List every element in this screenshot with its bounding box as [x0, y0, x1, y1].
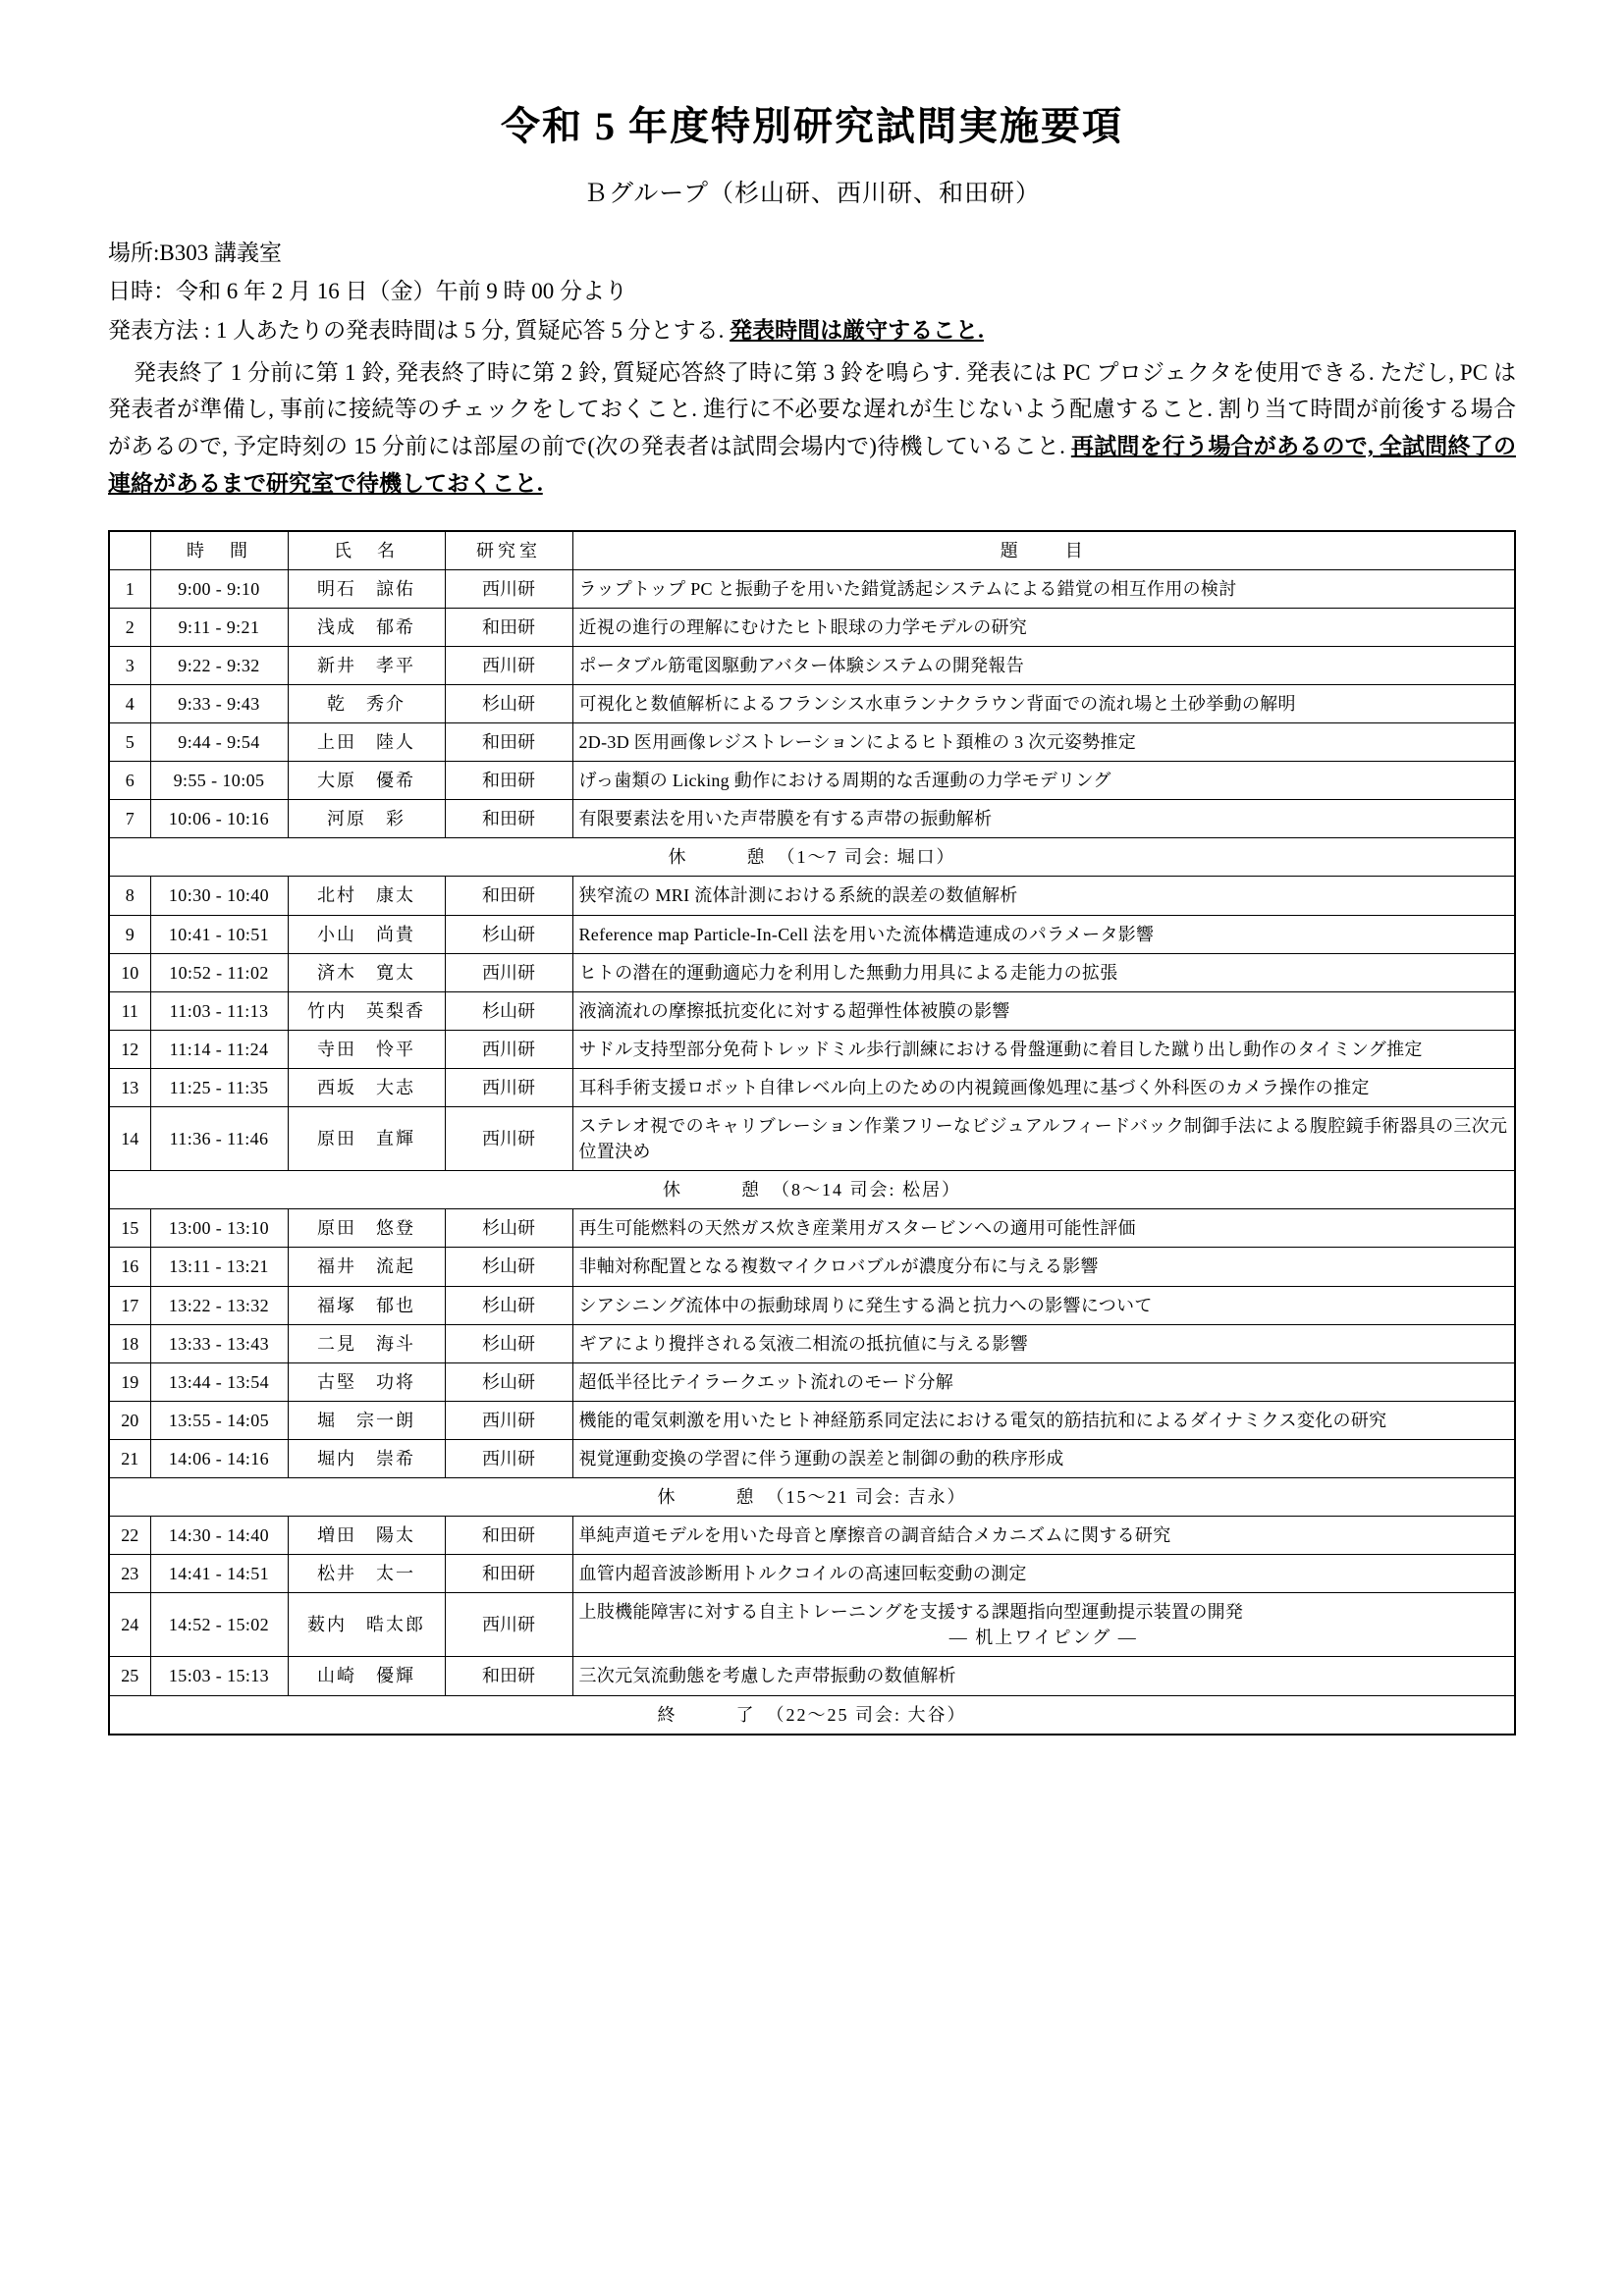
cell-presenter-name: 明石 諒佑	[288, 569, 445, 608]
cell-time: 11:25 - 11:35	[150, 1068, 288, 1106]
notice-text: 発表終了 1 分前に第 1 鈴, 発表終了時に第 2 鈴, 質疑応答終了時に第 3 鈴を鳴らす. 発表には PC プロジェクタを使用できる. ただし, PC は発表者が準備し, 事前に接続等のチェックをしておくこと. 進行に不必要な遅れが生じないよう配慮すること. 割り当て時間が前後する場合があるので, 予定時刻の 15 分前には部屋の前で(次の発表者は試問会場内で)待機していること.	[108, 359, 1516, 459]
cell-lab: 西川研	[445, 1107, 572, 1171]
cell-presentation-title	[572, 569, 1515, 608]
presentation-title-text: 有限要素法を用いた声帯膜を有する声帯の振動解析	[578, 809, 993, 829]
cell-no: 22	[109, 1517, 150, 1555]
method-label: 発表方法 : 1 人あたりの発表時間は 5 分, 質疑応答 5 分とする.	[108, 317, 725, 343]
cell-time: 13:22 - 13:32	[150, 1286, 288, 1324]
cell-no: 24	[109, 1593, 150, 1657]
table-row	[109, 1324, 1515, 1362]
cell-lab: 和田研	[445, 723, 572, 762]
page-title: 令和 5 年度特別研究試問実施要項	[501, 104, 1123, 148]
cell-presentation-title	[572, 608, 1515, 646]
header-row	[109, 531, 1515, 570]
table-row	[109, 1657, 1515, 1695]
header-title: 題 目	[572, 531, 1515, 570]
cell-no: 21	[109, 1439, 150, 1477]
cell-presenter-name: 古堅 功将	[288, 1362, 445, 1401]
cell-time: 10:06 - 10:16	[150, 800, 288, 838]
cell-presentation-title	[572, 1517, 1515, 1555]
cell-presentation-title	[572, 1362, 1515, 1401]
cell-presenter-name: 福塚 郁也	[288, 1286, 445, 1324]
cell-presenter-name: 増田 陽太	[288, 1517, 445, 1555]
place-line: 場所:B303 講義室	[108, 240, 282, 265]
cell-presenter-name: 河原 彩	[288, 800, 445, 838]
cell-no: 4	[109, 685, 150, 723]
cell-presentation-title	[572, 646, 1515, 684]
cell-no: 20	[109, 1401, 150, 1439]
cell-time: 10:30 - 10:40	[150, 877, 288, 915]
cell-lab: 和田研	[445, 1555, 572, 1593]
presentation-title-text: 近視の進行の理解にむけたヒト眼球の力学モデルの研究	[578, 616, 1028, 637]
presentation-title-text: 機能的電気刺激を用いたヒト神経筋系同定法における電気的筋拮抗和によるダイナミクス変化の研究	[578, 1410, 1387, 1430]
cell-time: 13:00 - 13:10	[150, 1209, 288, 1248]
meta-block	[108, 235, 1516, 348]
group-subtitle: Ｂグループ（杉山研、西川研、和田研）	[582, 181, 1041, 207]
presentation-title-text: 狭窄流の MRI 流体計測における系統的誤差の数値解析	[578, 885, 1018, 906]
break-label: 終 了 （22〜25 司会: 大谷）	[109, 1695, 1515, 1735]
table-row	[109, 762, 1515, 800]
table-row	[109, 1401, 1515, 1439]
cell-no: 13	[109, 1068, 150, 1106]
cell-presentation-title	[572, 723, 1515, 762]
cell-lab: 杉山研	[445, 915, 572, 953]
cell-presenter-name: 二見 海斗	[288, 1324, 445, 1362]
schedule-table	[108, 530, 1516, 1735]
cell-presentation-title	[572, 877, 1515, 915]
cell-no: 9	[109, 915, 150, 953]
table-row	[109, 915, 1515, 953]
cell-presentation-title	[572, 1107, 1515, 1171]
cell-presenter-name: 薮内 晧太郎	[288, 1593, 445, 1657]
break-label: 休 憩 （8〜14 司会: 松居）	[109, 1171, 1515, 1209]
notice-paragraph	[108, 354, 1516, 503]
cell-presenter-name: 浅成 郁希	[288, 608, 445, 646]
cell-presentation-title	[572, 800, 1515, 838]
presentation-title-text: げっ歯類の Licking 動作における周期的な舌運動の力学モデリング	[578, 771, 1111, 791]
cell-no: 19	[109, 1362, 150, 1401]
presentation-title-text: シアシニング流体中の振動球周りに発生する渦と抗力への影響について	[578, 1295, 1153, 1315]
presentation-title-text: ステレオ視でのキャリブレーション作業フリーなビジュアルフィードバック制御手法による腹腔鏡手術器具の三次元位置決め	[578, 1116, 1508, 1162]
cell-no: 5	[109, 723, 150, 762]
cell-presenter-name: 松井 太一	[288, 1555, 445, 1593]
table-row	[109, 1439, 1515, 1477]
table-row	[109, 608, 1515, 646]
header-lab: 研究室	[445, 531, 572, 570]
cell-lab: 西川研	[445, 646, 572, 684]
cell-presentation-title	[572, 1555, 1515, 1593]
cell-lab: 西川研	[445, 953, 572, 991]
presentation-title-text: 視覚運動変換の学習に伴う運動の誤差と制御の動的秩序形成	[578, 1448, 1064, 1468]
cell-time: 11:36 - 11:46	[150, 1107, 288, 1171]
presentation-title-text: 耳科手術支援ロボット自律レベル向上のための内視鏡画像処理に基づく外科医のカメラ操作の推定	[578, 1077, 1370, 1097]
table-header	[109, 531, 1515, 570]
cell-lab: 杉山研	[445, 1286, 572, 1324]
cell-presenter-name: 小山 尚貴	[288, 915, 445, 953]
cell-lab: 西川研	[445, 1439, 572, 1477]
cell-lab: 杉山研	[445, 991, 572, 1030]
presentation-title-text: ポータブル筋電図駆動アバター体験システムの開発報告	[578, 655, 1025, 675]
cell-lab: 杉山研	[445, 1324, 572, 1362]
cell-presenter-name: 西坂 大志	[288, 1068, 445, 1106]
cell-no: 11	[109, 991, 150, 1030]
cell-lab: 杉山研	[445, 1362, 572, 1401]
cell-presentation-title	[572, 1657, 1515, 1695]
table-row	[109, 1068, 1515, 1106]
cell-no: 7	[109, 800, 150, 838]
table-row	[109, 1555, 1515, 1593]
presentation-title-text: 非軸対称配置となる複数マイクロバブルが濃度分布に与える影響	[578, 1256, 1099, 1277]
presentation-title-text: 2D-3D 医用画像レジストレーションによるヒト頚椎の 3 次元姿勢推定	[578, 732, 1137, 753]
cell-presentation-title	[572, 1324, 1515, 1362]
cell-no: 17	[109, 1286, 150, 1324]
cell-presenter-name: 北村 康太	[288, 877, 445, 915]
table-row	[109, 1030, 1515, 1068]
cell-no: 6	[109, 762, 150, 800]
cell-time: 11:03 - 11:13	[150, 991, 288, 1030]
cell-presentation-title	[572, 1068, 1515, 1106]
table-row	[109, 1517, 1515, 1555]
cell-presentation-title	[572, 991, 1515, 1030]
cell-presentation-title	[572, 1439, 1515, 1477]
table-row	[109, 685, 1515, 723]
cell-presenter-name: 原田 直輝	[288, 1107, 445, 1171]
presentation-title-text: 単純声道モデルを用いた母音と摩擦音の調音結合メカニズムに関する研究	[578, 1525, 1171, 1546]
method-emphasis: 発表時間は厳守すること.	[730, 317, 984, 343]
cell-time: 9:22 - 9:32	[150, 646, 288, 684]
cell-no: 10	[109, 953, 150, 991]
presentation-title-text: Reference map Particle-In-Cell 法を用いた流体構造連成のパラメータ影響	[578, 924, 1155, 944]
break-row	[109, 1695, 1515, 1735]
cell-no: 2	[109, 608, 150, 646]
cell-presentation-title	[572, 762, 1515, 800]
presentation-title-text: ギアにより攪拌される気液二相流の抵抗値に与える影響	[578, 1333, 1028, 1354]
cell-time: 9:11 - 9:21	[150, 608, 288, 646]
cell-presenter-name: 乾 秀介	[288, 685, 445, 723]
table-row	[109, 877, 1515, 915]
cell-presentation-title	[572, 1030, 1515, 1068]
cell-presentation-title	[572, 1401, 1515, 1439]
cell-time: 13:44 - 13:54	[150, 1362, 288, 1401]
header-name: 氏 名	[288, 531, 445, 570]
cell-time: 13:55 - 14:05	[150, 1401, 288, 1439]
table-row	[109, 569, 1515, 608]
cell-presentation-title	[572, 1209, 1515, 1248]
presentation-title-text: 上肢機能障害に対する自主トレーニングを支援する課題指向型運動提示装置の開発	[578, 1602, 1244, 1623]
cell-lab: 和田研	[445, 877, 572, 915]
presentation-title-text: 超低半径比テイラークエット流れのモード分解	[578, 1371, 954, 1392]
cell-lab: 杉山研	[445, 1209, 572, 1248]
table-row	[109, 800, 1515, 838]
cell-lab: 西川研	[445, 1401, 572, 1439]
cell-presentation-title	[572, 1248, 1515, 1286]
cell-no: 18	[109, 1324, 150, 1362]
presentation-title-text: サドル支持型部分免荷トレッドミル歩行訓練における骨盤運動に着目した蹴り出し動作のタイミング推定	[578, 1039, 1423, 1059]
cell-no: 14	[109, 1107, 150, 1171]
cell-lab: 西川研	[445, 1030, 572, 1068]
cell-presenter-name: 竹内 英梨香	[288, 991, 445, 1030]
table-row	[109, 1209, 1515, 1248]
table-row	[109, 991, 1515, 1030]
cell-presenter-name: 山崎 優輝	[288, 1657, 445, 1695]
cell-time: 14:41 - 14:51	[150, 1555, 288, 1593]
cell-time: 15:03 - 15:13	[150, 1657, 288, 1695]
table-row	[109, 1248, 1515, 1286]
cell-lab: 和田研	[445, 1517, 572, 1555]
cell-presenter-name: 新井 孝平	[288, 646, 445, 684]
cell-time: 13:11 - 13:21	[150, 1248, 288, 1286]
cell-time: 13:33 - 13:43	[150, 1324, 288, 1362]
cell-no: 1	[109, 569, 150, 608]
table-row	[109, 723, 1515, 762]
method-line	[108, 312, 1516, 348]
cell-no: 12	[109, 1030, 150, 1068]
notice-emphasis: 再試問を行う場合があるので, 全試問終了の連絡があるまで研究室で待機しておくこと.	[108, 434, 1516, 496]
header-time: 時 間	[150, 531, 288, 570]
cell-presenter-name: 堀内 崇希	[288, 1439, 445, 1477]
table-row	[109, 953, 1515, 991]
cell-lab: 西川研	[445, 569, 572, 608]
presentation-title-text: 血管内超音波診断用トルクコイルの高速回転変動の測定	[578, 1564, 1027, 1584]
table-body	[109, 569, 1515, 1734]
cell-lab: 和田研	[445, 800, 572, 838]
table-row	[109, 1362, 1515, 1401]
cell-time: 10:52 - 11:02	[150, 953, 288, 991]
cell-presenter-name: 寺田 怜平	[288, 1030, 445, 1068]
cell-no: 3	[109, 646, 150, 684]
cell-no: 16	[109, 1248, 150, 1286]
cell-time: 9:55 - 10:05	[150, 762, 288, 800]
cell-presenter-name: 福井 流起	[288, 1248, 445, 1286]
cell-presentation-title	[572, 1286, 1515, 1324]
cell-presentation-title	[572, 953, 1515, 991]
cell-presenter-name: 堀 宗一朗	[288, 1401, 445, 1439]
table-row	[109, 1107, 1515, 1171]
cell-time: 14:52 - 15:02	[150, 1593, 288, 1657]
presentation-title-text: ラップトップ PC と振動子を用いた錯覚誘起システムによる錯覚の相互作用の検討	[578, 578, 1237, 599]
break-label: 休 憩 （1〜7 司会: 堀口）	[109, 838, 1515, 877]
cell-lab: 杉山研	[445, 1248, 572, 1286]
cell-time: 11:14 - 11:24	[150, 1030, 288, 1068]
table-row	[109, 1286, 1515, 1324]
presentation-title-text: 液滴流れの摩擦抵抗変化に対する超弾性体被膜の影響	[578, 1000, 1010, 1021]
cell-no: 15	[109, 1209, 150, 1248]
table-row	[109, 1593, 1515, 1657]
cell-presenter-name: 上田 陸人	[288, 723, 445, 762]
cell-presentation-title	[572, 915, 1515, 953]
cell-lab: 和田研	[445, 608, 572, 646]
cell-lab: 和田研	[445, 762, 572, 800]
cell-presentation-title	[572, 1593, 1515, 1657]
break-row	[109, 838, 1515, 877]
cell-presentation-title	[572, 685, 1515, 723]
presentation-subtitle-text: ― 机上ワイピング ―	[948, 1628, 1138, 1648]
presentation-title-text: ヒトの潜在的運動適応力を利用した無動力用具による走能力の拡張	[578, 962, 1118, 983]
table-row	[109, 646, 1515, 684]
presentation-title-text: 再生可能燃料の天然ガス炊き産業用ガスタービンへの適用可能性評価	[578, 1218, 1136, 1239]
cell-presenter-name: 済木 寛太	[288, 953, 445, 991]
cell-time: 9:00 - 9:10	[150, 569, 288, 608]
cell-time: 14:06 - 14:16	[150, 1439, 288, 1477]
cell-time: 9:44 - 9:54	[150, 723, 288, 762]
cell-time: 9:33 - 9:43	[150, 685, 288, 723]
datetime-line: 日時：令和 6 年 2 月 16 日（金）午前 9 時 00 分より	[108, 279, 627, 304]
cell-presenter-name: 大原 優希	[288, 762, 445, 800]
cell-presenter-name: 原田 悠登	[288, 1209, 445, 1248]
cell-lab: 西川研	[445, 1068, 572, 1106]
cell-no: 23	[109, 1555, 150, 1593]
cell-lab: 和田研	[445, 1657, 572, 1695]
header-no	[109, 531, 150, 570]
presentation-title-text: 三次元気流動態を考慮した声帯振動の数値解析	[578, 1666, 956, 1686]
cell-no: 25	[109, 1657, 150, 1695]
break-row	[109, 1477, 1515, 1516]
break-label: 休 憩 （15〜21 司会: 吉永）	[109, 1477, 1515, 1516]
cell-time: 10:41 - 10:51	[150, 915, 288, 953]
cell-lab: 西川研	[445, 1593, 572, 1657]
cell-lab: 杉山研	[445, 685, 572, 723]
presentation-title-text: 可視化と数値解析によるフランシス水車ランナクラウン背面での流れ場と土砂挙動の解明	[578, 694, 1296, 714]
cell-no: 8	[109, 877, 150, 915]
break-row	[109, 1171, 1515, 1209]
cell-time: 14:30 - 14:40	[150, 1517, 288, 1555]
